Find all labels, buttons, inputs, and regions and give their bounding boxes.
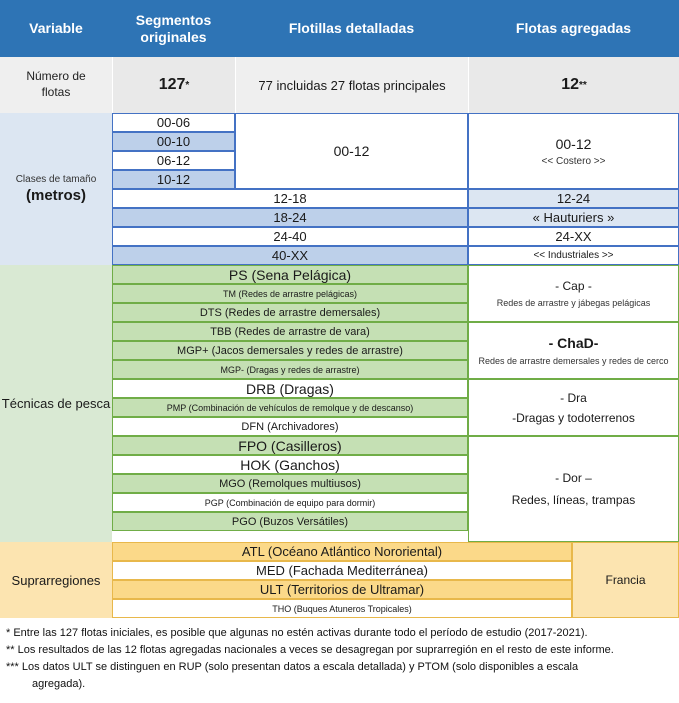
size-class-12-18: 12-18 <box>112 189 468 208</box>
fleet-count-label-line1: Número de <box>26 69 86 84</box>
supraregion-med: MED (Fachada Mediterránea) <box>112 561 572 580</box>
row-supraregions <box>0 542 679 618</box>
size-classes-lower <box>112 189 679 265</box>
technique-pgp: PGP (Combinación de equipo para dormir) <box>112 493 468 512</box>
agg-technique-dor-desc: Redes, líneas, trampas <box>511 493 636 507</box>
fleet-count-aggregated-note: ** <box>579 79 587 91</box>
supraregions-label: Suprarregiones <box>0 542 112 618</box>
size-classes-aggregated-col <box>468 113 679 189</box>
fleet-count-segments-value: 127 <box>158 76 186 93</box>
header-flotas-agregadas: Flotas agregadas <box>515 20 632 37</box>
technique-ps: PS (Sena Pelágica) <box>112 265 468 284</box>
agg-technique-dor-title: - Dor – <box>555 471 592 485</box>
fleet-count-label <box>0 57 112 113</box>
size-class-00-10: 00-10 <box>112 132 235 151</box>
fleet-count-segments-note: * <box>185 79 190 91</box>
supraregions-aggregated: Francia <box>572 542 679 618</box>
row-size-classes <box>0 113 679 265</box>
supraregions-list <box>112 542 572 618</box>
footnote-2: ** Los resultados de las 12 flotas agregadas nacionales a veces se desagregan por suprarregión en el resto de este informe. <box>6 643 614 656</box>
table-header-row <box>0 0 679 57</box>
technique-pmp: PMP (Combinación de vehículos de remolque y de descanso) <box>112 398 468 417</box>
agg-technique-dra <box>468 379 679 436</box>
technique-mgo: MGO (Remolques multiusos) <box>112 474 468 493</box>
footnote-3-cont: agregada). <box>32 677 86 690</box>
supraregion-atl: ATL (Océano Atlántico Nororiental) <box>112 542 572 561</box>
agg-technique-dra-desc: -Dragas y todoterrenos <box>512 410 635 425</box>
size-class-18-24: 18-24 <box>112 208 468 227</box>
technique-tm: TM (Redes de arrastre pelágicas) <box>112 284 468 303</box>
techniques-aggregated <box>468 265 679 542</box>
fleet-count-aggregated <box>468 57 679 113</box>
size-classes-lower-segments <box>112 189 468 265</box>
size-class-06-12: 06-12 <box>112 151 235 170</box>
size-classes-label-big: (metros) <box>25 187 86 204</box>
size-class-10-12: 10-12 <box>112 170 235 189</box>
row-fishing-techniques <box>0 265 679 542</box>
size-classes-segments-col <box>112 113 235 189</box>
size-class-agg-hauturiers: « Hauturiers » <box>468 208 679 227</box>
size-class-40-xx: 40-XX <box>112 246 468 265</box>
technique-tbb: TBB (Redes de arrastre de vara) <box>112 322 468 341</box>
agg-technique-chad-desc: Redes de arrastre demersales y redes de cerco <box>478 356 669 366</box>
size-classes-label <box>0 113 112 265</box>
agg-technique-cap-desc: Redes de arrastre y jábegas pelágicas <box>496 298 651 308</box>
size-class-00-06: 00-06 <box>112 113 235 132</box>
technique-mgp-minus: MGP- (Dragas y redes de arrastre) <box>112 360 468 379</box>
size-class-detailed-00-12: 00-12 <box>235 113 468 189</box>
size-class-aggregated-00-12-sub: << Costero >> <box>541 155 606 167</box>
supraregion-ult <box>112 580 572 599</box>
fleet-count-segments <box>112 57 235 113</box>
agg-technique-cap-title: - Cap - <box>555 279 592 293</box>
fleet-count-detailed: 77 incluidas 27 flotas principales <box>235 57 468 113</box>
supraregion-ult-text: ULT (Territorios de Ultramar) <box>259 582 425 597</box>
agg-technique-dor <box>468 436 679 542</box>
technique-hok: HOK (Ganchos) <box>112 455 468 474</box>
header-variable: Variable <box>29 20 83 37</box>
header-segmentos-originales: Segmentos originales <box>135 12 212 45</box>
size-classes-upper <box>112 113 679 189</box>
footnote-3: *** Los datos ULT se distinguen en RUP (solo presentan datos a escala detallada) y PTOM (solo disponibles a escala <box>6 660 579 673</box>
technique-dts: DTS (Redes de arrastre demersales) <box>112 303 468 322</box>
footnote-1: * Entre las 127 flotas iniciales, es posible que algunas no estén activas durante todo el período de estudio (2017-2021). <box>6 627 588 639</box>
technique-mgp-plus: MGP+ (Jacos demersales y redes de arrastre) <box>112 341 468 360</box>
size-classes-detailed-col <box>235 113 468 189</box>
fleet-count-aggregated-value: 12 <box>561 76 579 93</box>
techniques-label: Técnicas de pesca <box>0 265 112 542</box>
size-class-agg-24-xx: 24-XX <box>468 227 679 246</box>
size-class-24-40: 24-40 <box>112 227 468 246</box>
size-classes-lower-aggregated <box>468 189 679 265</box>
technique-dfn: DFN (Archivadores) <box>112 417 468 436</box>
supraregion-tho: THO (Buques Atuneros Tropicales) <box>112 599 572 618</box>
row-fleet-count <box>0 57 679 113</box>
technique-drb: DRB (Dragas) <box>112 379 468 398</box>
agg-technique-cap <box>468 265 679 322</box>
size-class-aggregated-00-12-value: 00-12 <box>555 135 592 152</box>
agg-technique-chad <box>468 322 679 379</box>
footnotes <box>0 618 679 700</box>
agg-technique-chad-title: - ChaD- <box>548 335 599 351</box>
techniques-list <box>112 265 468 542</box>
size-classes-content <box>112 113 679 265</box>
header-flotillas-detalladas: Flotillas detalladas <box>288 20 415 37</box>
size-classes-label-small: Clases de tamaño <box>15 174 97 185</box>
fleet-count-label-line2: flotas <box>41 85 71 99</box>
technique-pgo: PGO (Buzos Versátiles) <box>112 512 468 531</box>
size-class-agg-12-24: 12-24 <box>468 189 679 208</box>
technique-fpo: FPO (Casilleros) <box>112 436 468 455</box>
size-class-agg-industriales: << Industriales >> <box>468 246 679 265</box>
agg-technique-dra-title: - Dra <box>560 390 587 405</box>
size-class-aggregated-00-12 <box>468 113 679 189</box>
